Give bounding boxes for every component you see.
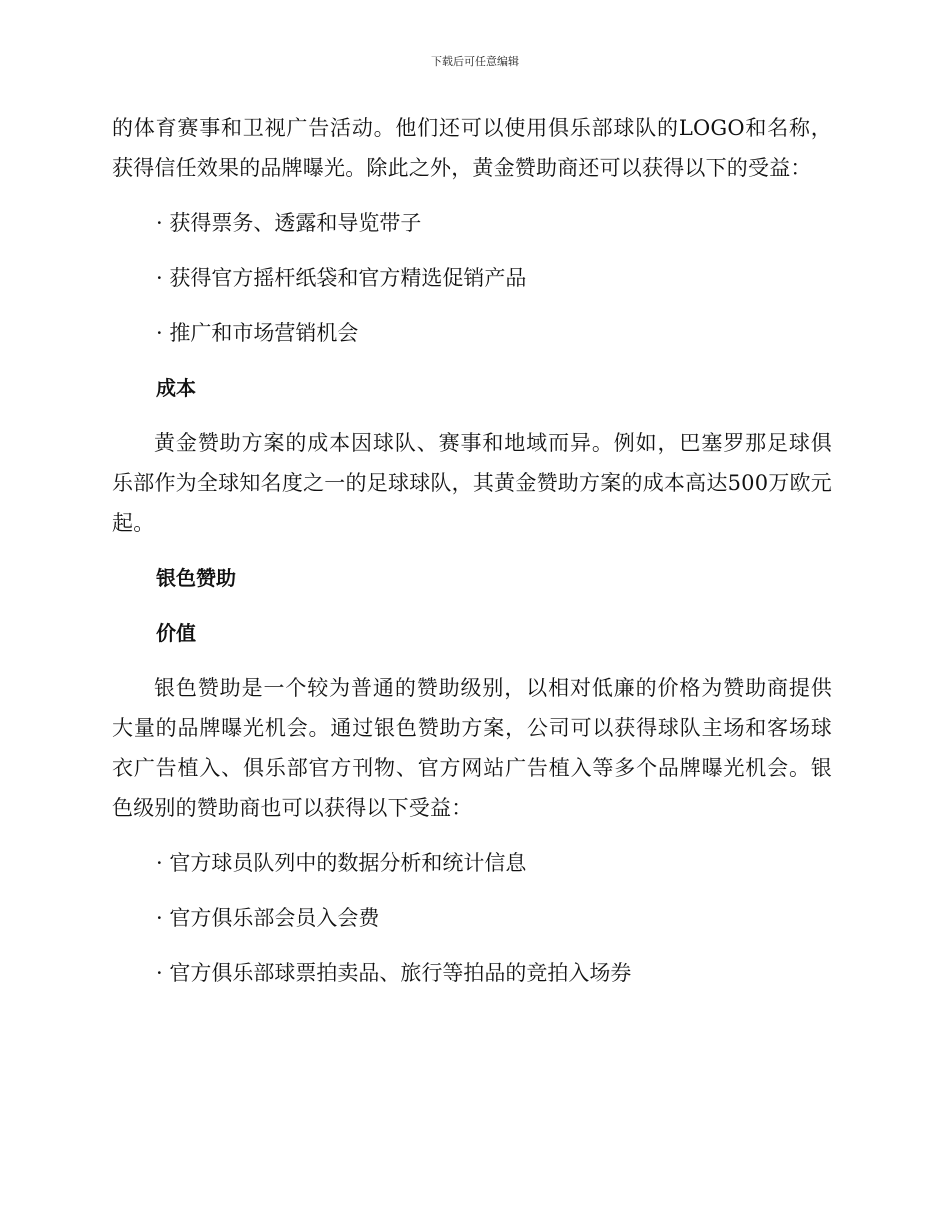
section-heading-value: 价值 — [156, 621, 196, 645]
cost-paragraph: 黄金赞助方案的成本因球队、赛事和地域而异。例如，巴塞罗那足球俱乐部作为全球知名度之一的足球球队，其黄金赞助方案的成本高达500万欧元起。 — [112, 431, 832, 535]
gold-benefit-item: · 获得官方摇杆纸袋和官方精选促销产品 — [156, 266, 527, 290]
silver-benefit-item: · 官方球员队列中的数据分析和统计信息 — [156, 851, 527, 875]
gold-benefit-item: · 推广和市场营销机会 — [156, 321, 359, 345]
intro-paragraph: 的体育赛事和卫视广告活动。他们还可以使用俱乐部球队的LOGO和名称，获得信任效果的品牌曝光。除此之外，黄金赞助商还可以获得以下的受益： — [112, 116, 832, 180]
section-heading-silver: 银色赞助 — [156, 566, 236, 590]
silver-benefit-item: · 官方俱乐部会员入会费 — [156, 906, 380, 930]
page-header-note: 下载后可任意编辑 — [431, 55, 519, 68]
silver-benefit-item: · 官方俱乐部球票拍卖品、旅行等拍品的竞拍入场券 — [156, 961, 632, 985]
document-body — [112, 108, 832, 993]
section-heading-cost: 成本 — [156, 376, 196, 400]
silver-paragraph: 银色赞助是一个较为普通的赞助级别，以相对低廉的价格为赞助商提供大量的品牌曝光机会。通过银色赞助方案，公司可以获得球队主场和客场球衣广告植入、俱乐部官方刊物、官方网站广告植入等多个品牌曝光机会。银色级别的赞助商也可以获得以下受益： — [112, 676, 832, 820]
gold-benefit-item: · 获得票务、透露和导览带子 — [156, 211, 422, 235]
